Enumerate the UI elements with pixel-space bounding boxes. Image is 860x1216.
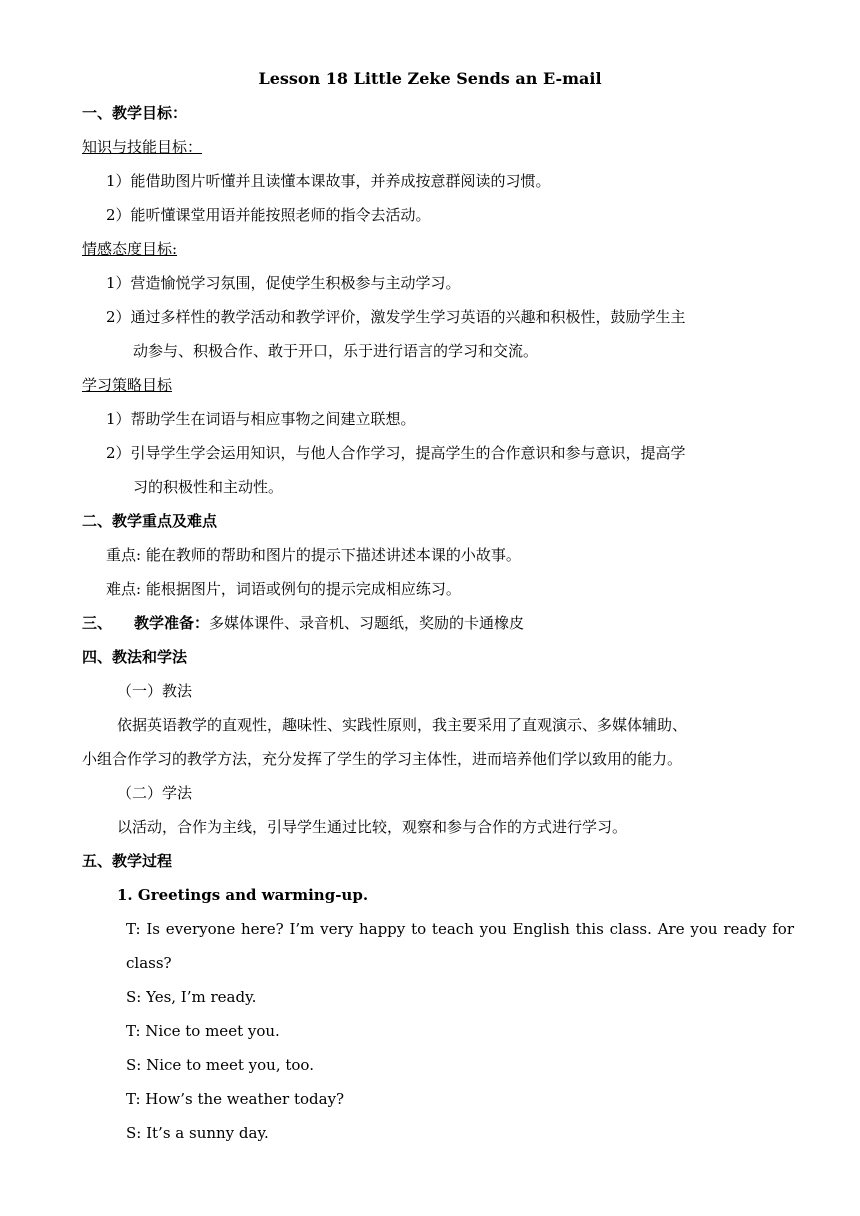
objective-item-continued: 动参与、积极合作、敢于开口，乐于进行语言的学习和交流。	[133, 342, 539, 360]
section-heading-process: 五、教学过程	[82, 852, 173, 870]
section-heading-methods: 四、教法和学法	[82, 648, 188, 666]
subheading-learning-strategy: 学习策略目标	[82, 376, 173, 394]
objective-item: 2）通过多样性的教学活动和教学评价，激发学生学习英语的兴趣和积极性，鼓励学生主	[106, 308, 686, 326]
key-point-text: 重点: 能在教师的帮助和图片的提示下描述讲述本课的小故事。	[106, 546, 521, 564]
subheading-teaching-method: （一）教法	[117, 682, 193, 700]
learning-method-text: 以活动，合作为主线，引导学生通过比较，观察和参与合作的方式进行学习。	[117, 818, 628, 836]
dialog-line: class?	[126, 954, 172, 972]
section-heading-key-points: 二、教学重点及难点	[82, 512, 218, 530]
subheading-learning-method: （二）学法	[117, 784, 193, 802]
objective-item-continued: 习的积极性和主动性。	[133, 478, 284, 496]
objective-item: 2）能听懂课堂用语并能按照老师的指令去活动。	[106, 206, 431, 224]
subheading-knowledge-skills: 知识与技能目标：	[82, 138, 203, 156]
objective-item: 1）帮助学生在词语与相应事物之间建立联想。	[106, 410, 416, 428]
subheading-emotion-attitude: 情感态度目标:	[82, 240, 178, 258]
dialog-line: T: Nice to meet you.	[126, 1022, 280, 1040]
dialog-line: T: How’s the weather today?	[126, 1090, 345, 1108]
difficult-point-text: 难点: 能根据图片，词语或例句的提示完成相应练习。	[106, 580, 461, 598]
objective-item: 1）能借助图片听懂并且读懂本课故事，并养成按意群阅读的习惯。	[106, 172, 551, 190]
objective-item: 1）营造愉悦学习氛围，促使学生积极参与主动学习。	[106, 274, 461, 292]
dialog-line: S: It’s a sunny day.	[126, 1124, 269, 1142]
document-title: Lesson 18 Little Zeke Sends an E-mail	[258, 69, 602, 88]
dialog-line: T: Is everyone here? I’m very happy to teach you English this class. Are you ready for	[126, 920, 794, 938]
section-number: 三、	[82, 614, 113, 632]
preparation-label: 教学准备：	[134, 614, 210, 632]
dialog-line: S: Nice to meet you, too.	[126, 1056, 314, 1074]
objective-item: 2）引导学生学会运用知识，与他人合作学习，提高学生的合作意识和参与意识，提高学	[106, 444, 686, 462]
section-preparation	[82, 613, 524, 633]
preparation-text: 多媒体课件、录音机、习题纸，奖励的卡通橡皮	[209, 614, 525, 632]
process-step-title: 1. Greetings and warming-up.	[117, 886, 369, 904]
section-heading-objectives: 一、教学目标：	[82, 104, 188, 122]
dialog-line: S: Yes, I’m ready.	[126, 988, 257, 1006]
teaching-method-text: 依据英语教学的直观性，趣味性、实践性原则，我主要采用了直观演示、多媒体辅助、	[117, 716, 688, 734]
teaching-method-text-continued: 小组合作学习的教学方法，充分发挥了学生的学习主体性，进而培养他们学以致用的能力。	[82, 750, 683, 768]
